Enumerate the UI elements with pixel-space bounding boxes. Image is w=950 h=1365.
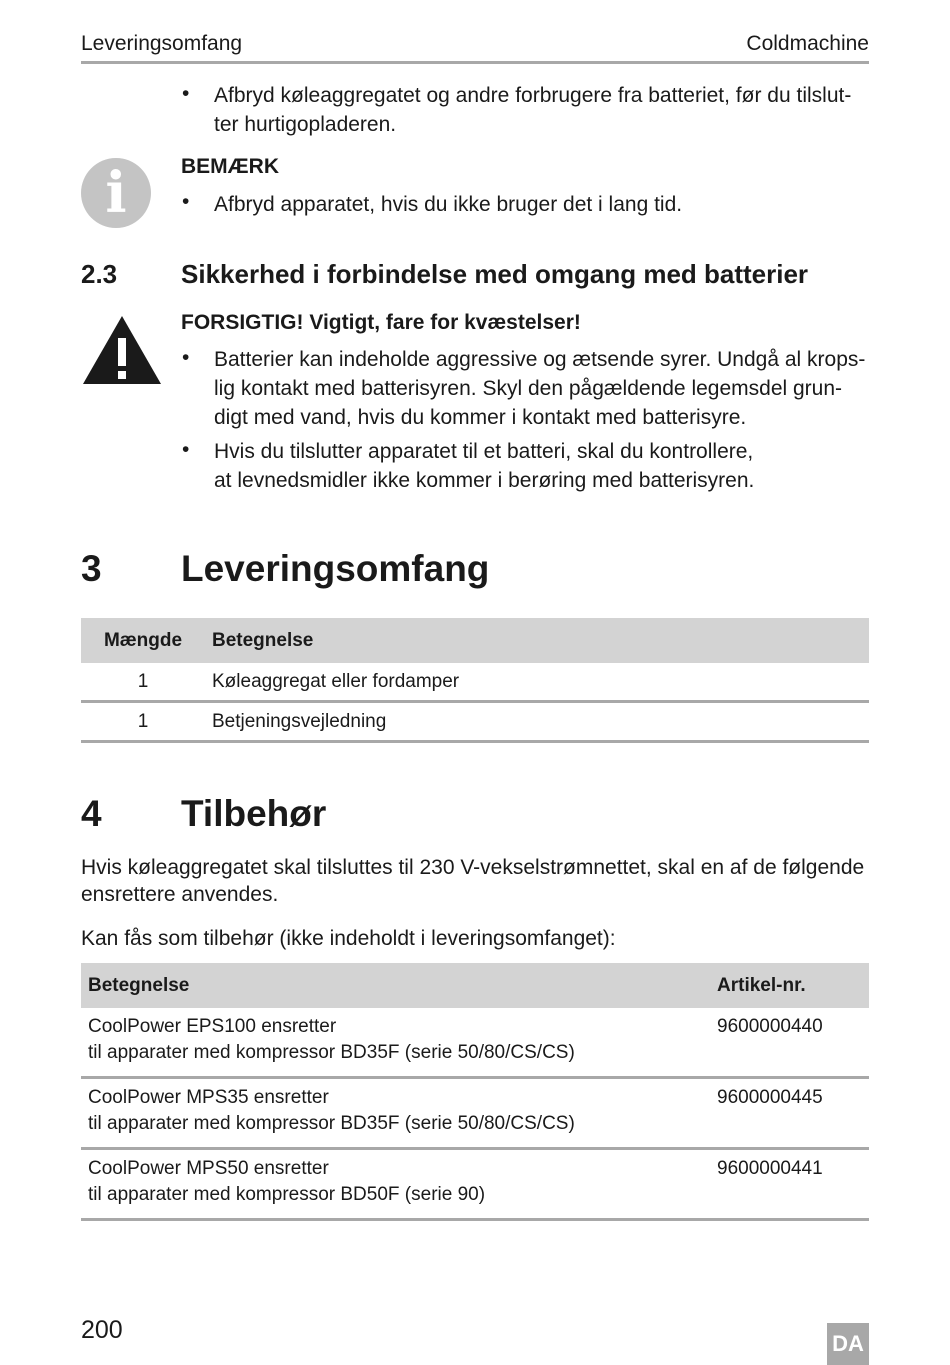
product-detail: til apparater med kompressor BD50F (serie 90) (88, 1184, 486, 1205)
cell-article-number: 9600000440 (710, 1008, 869, 1078)
bullet-dot: • (182, 438, 190, 461)
accessory-note: Kan fås som tilbehør (ikke indeholdt i leveringsomfanget): (81, 927, 616, 950)
table-header-row (81, 618, 869, 663)
cell-article-number: 9600000445 (710, 1078, 869, 1149)
page-number: 200 (81, 1316, 123, 1344)
cell-description (81, 1008, 710, 1078)
warning-label: FORSIGTIG! Vigtigt, fare for kvæstelser! (181, 311, 581, 334)
product-name: CoolPower MPS35 ensretter (88, 1087, 329, 1108)
running-header-section: Leveringsomfang (81, 32, 243, 55)
text-line: at levnedsmidler ikke kommer i berøring med batterisyren. (214, 469, 755, 492)
warning-bullet-text (214, 437, 874, 495)
text-line: lig kontakt med batterisyren. Skyl den pågældende legemsdel grun- (214, 377, 843, 400)
table-row (81, 702, 869, 742)
chapter-title: Leveringsomfang (181, 548, 490, 589)
header-divider (81, 61, 869, 64)
cell-description: Køleaggregat eller fordamper (205, 663, 869, 702)
intro-paragraph (81, 854, 881, 908)
cell-description (81, 1078, 710, 1149)
product-detail: til apparater med kompressor BD35F (serie 50/80/CS/CS) (88, 1042, 575, 1063)
column-header-quantity: Mængde (81, 618, 205, 663)
bullet-dot: • (182, 190, 190, 213)
table-row (81, 1008, 869, 1078)
running-header-product: Coldmachine (746, 32, 869, 55)
text-line: Afbryd køleaggregatet og andre forbrugere fra batteriet, før du tilslut- (214, 84, 852, 107)
accessories-table (81, 963, 869, 1221)
bullet-dot: • (182, 82, 190, 105)
cell-description: Betjeningsvejledning (205, 702, 869, 742)
delivery-scope-table (81, 618, 869, 743)
text-line: ter hurtigopladeren. (214, 113, 397, 136)
column-header-description: Betegnelse (205, 618, 869, 663)
table-row (81, 1149, 869, 1220)
table-row (81, 1078, 869, 1149)
table-header-row (81, 963, 869, 1008)
section-title: Sikkerhed i forbindelse med omgang med batterier (181, 259, 809, 289)
text-line: Hvis du tilslutter apparatet til et batteri, skal du kontrollere, (214, 440, 754, 463)
chapter-number: 4 (81, 793, 102, 834)
note-bullet-text: Afbryd apparatet, hvis du ikke bruger det i lang tid. (214, 193, 683, 216)
bullet-dot: • (182, 346, 190, 369)
section-number: 2.3 (81, 259, 118, 289)
column-header-description: Betegnelse (81, 963, 710, 1008)
cell-quantity: 1 (81, 663, 205, 702)
intro-bullet-text (214, 81, 874, 139)
product-detail: til apparater med kompressor BD35F (serie 50/80/CS/CS) (88, 1113, 575, 1134)
warning-triangle-icon (81, 314, 163, 386)
info-icon: i (81, 158, 151, 228)
warning-bullet-text (214, 345, 874, 432)
cell-description (81, 1149, 710, 1220)
text-line: digt med vand, hvis du kommer i kontakt med batterisyre. (214, 406, 747, 429)
text-line: Hvis køleaggregatet skal tilsluttes til 230 V-vekselstrømnettet, skal en af de følgende (81, 856, 865, 879)
note-label: BEMÆRK (181, 155, 279, 178)
chapter-title: Tilbehør (181, 793, 327, 834)
column-header-article-number: Artikel-nr. (710, 963, 869, 1008)
product-name: CoolPower EPS100 ensretter (88, 1016, 337, 1037)
cell-article-number: 9600000441 (710, 1149, 869, 1220)
table-row (81, 663, 869, 702)
product-name: CoolPower MPS50 ensretter (88, 1158, 329, 1179)
text-line: Batterier kan indeholde aggressive og ætsende syrer. Undgå al krops- (214, 348, 866, 371)
chapter-number: 3 (81, 548, 102, 589)
text-line: ensrettere anvendes. (81, 883, 279, 906)
language-badge: DA (827, 1323, 869, 1365)
cell-quantity: 1 (81, 702, 205, 742)
